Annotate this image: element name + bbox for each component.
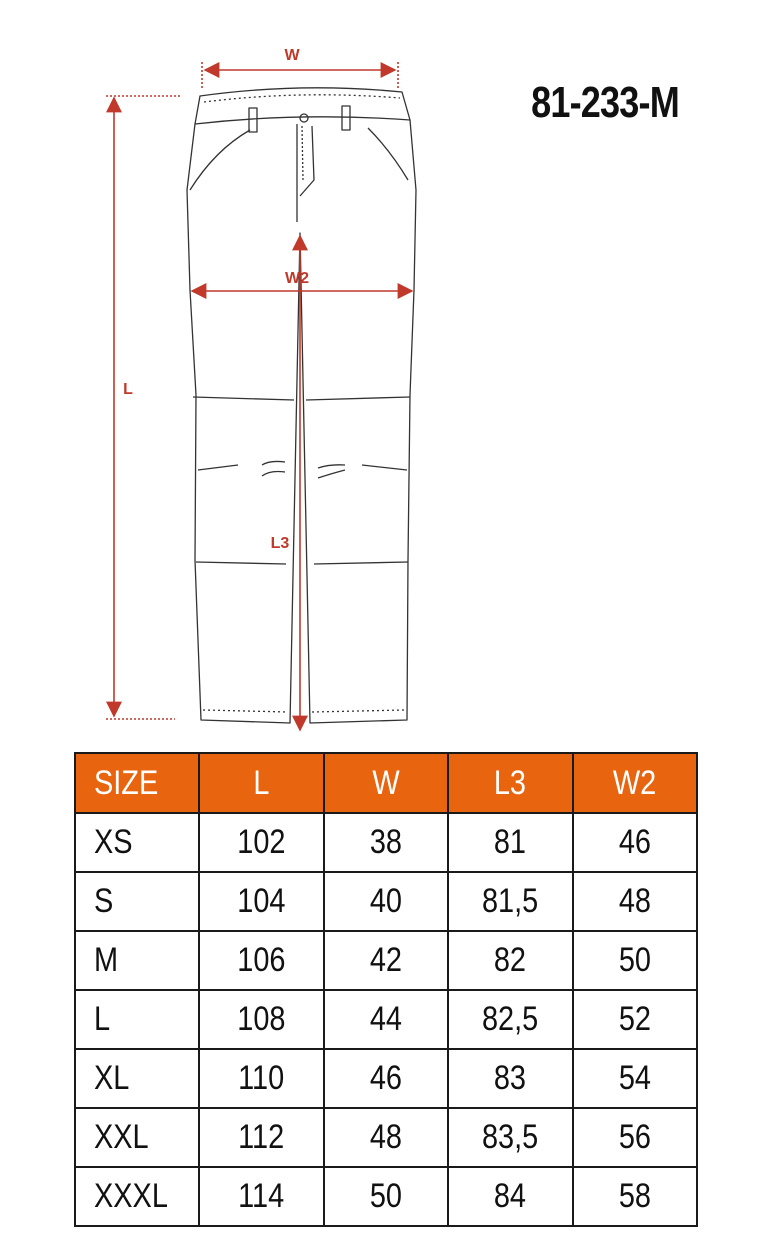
table-cell: 108	[199, 990, 323, 1049]
table-row	[75, 813, 697, 872]
table-cell: 82	[448, 931, 572, 990]
table-cell: 58	[573, 1167, 697, 1226]
left-pocket	[190, 130, 250, 190]
table-cell: 46	[573, 813, 697, 872]
table-cell: XXL	[75, 1108, 199, 1167]
table-cell: 40	[324, 872, 448, 931]
table-cell: S	[75, 872, 199, 931]
trousers-silhouette	[187, 120, 416, 723]
table-row	[75, 931, 697, 990]
label-l3: L3	[270, 535, 290, 552]
table-cell: XXXL	[75, 1167, 199, 1226]
knee-dart	[318, 465, 345, 478]
table-cell: 83,5	[448, 1108, 572, 1167]
knee-dart	[198, 465, 407, 470]
table-cell: XL	[75, 1049, 199, 1108]
dimension-lines	[106, 62, 412, 730]
table-cell: 50	[573, 931, 697, 990]
right-pocket	[368, 128, 408, 180]
table-cell: 48	[324, 1108, 448, 1167]
header-cell: W2	[573, 753, 697, 813]
table-row	[75, 1108, 697, 1167]
table-row	[75, 872, 697, 931]
belt-loop	[342, 106, 350, 130]
table-cell: 82,5	[448, 990, 572, 1049]
table-cell: 56	[573, 1108, 697, 1167]
table-header-row	[75, 753, 697, 813]
header-cell: SIZE	[75, 753, 199, 813]
knee-dart	[262, 461, 285, 476]
table-cell: 114	[199, 1167, 323, 1226]
header-cell: W	[324, 753, 448, 813]
table-cell: XS	[75, 813, 199, 872]
table-cell: 81,5	[448, 872, 572, 931]
label-w2: W2	[285, 270, 309, 287]
table-cell: 112	[199, 1108, 323, 1167]
table-cell: 81	[448, 813, 572, 872]
table-cell: 50	[324, 1167, 448, 1226]
table-cell: M	[75, 931, 199, 990]
header-cell: L3	[448, 753, 572, 813]
table-cell: 83	[448, 1049, 572, 1108]
waist-button	[300, 114, 308, 122]
header-cell: L	[199, 753, 323, 813]
belt-loop	[249, 108, 257, 132]
table-row	[75, 990, 697, 1049]
knee-seam	[193, 397, 410, 400]
table-cell: 48	[573, 872, 697, 931]
fly	[297, 124, 314, 222]
table-cell: L	[75, 990, 199, 1049]
label-w: W	[284, 47, 300, 64]
table-cell: 102	[199, 813, 323, 872]
table-cell: 110	[199, 1049, 323, 1108]
hem-stitch	[203, 710, 405, 712]
table-cell: 44	[324, 990, 448, 1049]
label-l: L	[123, 381, 133, 398]
waistband	[195, 88, 410, 124]
table-cell: 38	[324, 813, 448, 872]
knee-seam	[196, 562, 408, 564]
table-cell: 104	[199, 872, 323, 931]
table-cell: 42	[324, 931, 448, 990]
table-cell: 106	[199, 931, 323, 990]
trousers-outline	[187, 88, 416, 723]
table-row	[75, 1167, 697, 1226]
table-cell: 46	[324, 1049, 448, 1108]
size-table	[74, 752, 698, 1227]
table-row	[75, 1049, 697, 1108]
product-code: 81-233-M	[531, 78, 679, 127]
table-cell: 84	[448, 1167, 572, 1226]
table-cell: 52	[573, 990, 697, 1049]
table-cell: 54	[573, 1049, 697, 1108]
